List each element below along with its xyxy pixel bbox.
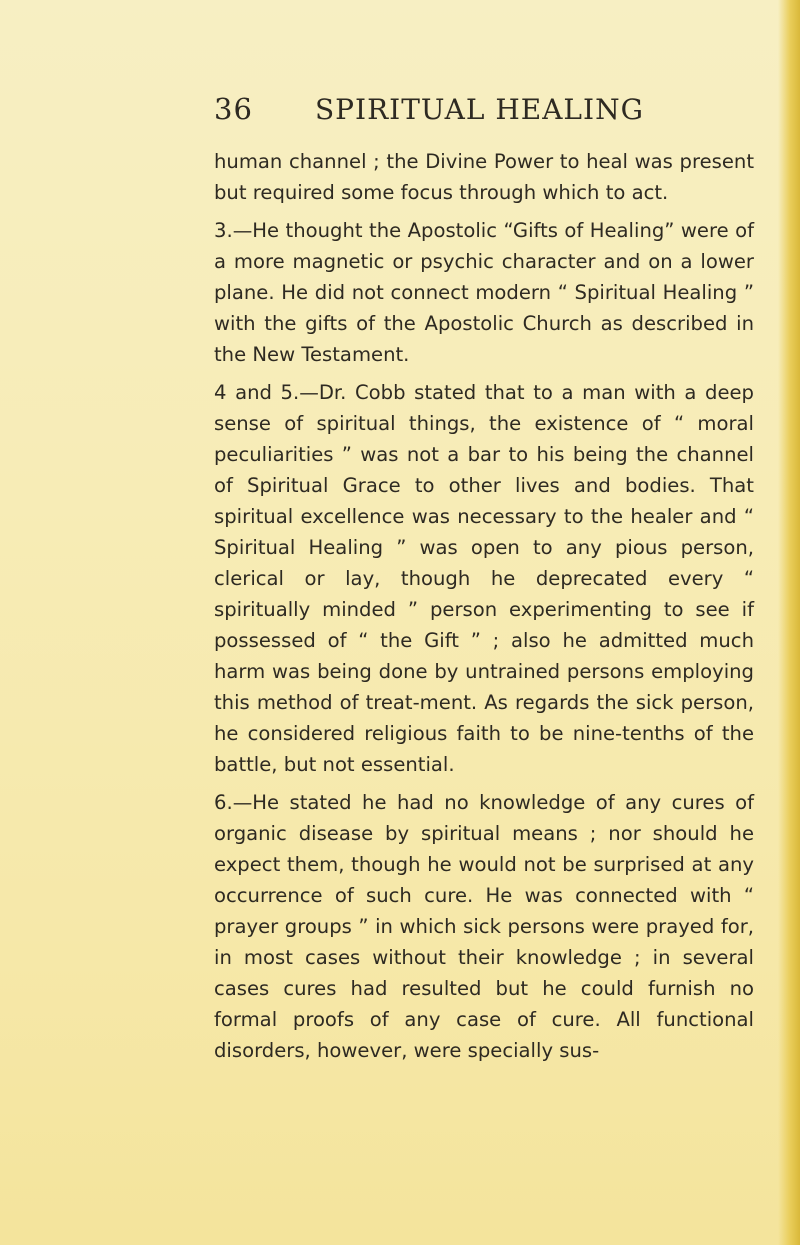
paragraph-3: 4 and 5.—Dr. Cobb stated that to a man with a deep sense of spiritual things, the existence of “ moral peculiarities ” was not a bar to his being the channel of Spiritual Grace to other lives and bodies. That spiritual excellence was necessary to the healer and “ Spiritual Healing ” was open to any pious person, clerical or lay, though he deprecated every “ spiritually minded ” person experimenting to see if possessed of “ the Gift ” ; also he admitted much harm was being done by untrained persons employing this method of treat-ment. As regards the sick person, he considered religious faith to be nine-tenths of the battle, but not essential.: [214, 381, 754, 776]
paragraph-2: 3.—He thought the Apostolic “Gifts of Healing” were of a more magnetic or psychic character and on a lower plane. He did not connect modern “ Spiritual Healing ” with the gifts of the Apostolic Church as described in the New Testament.: [214, 219, 754, 366]
running-title: SPIRITUAL HEALING: [315, 93, 644, 126]
book-page: [214, 92, 754, 1073]
page-edge: [778, 0, 800, 1245]
page-header: [214, 92, 754, 134]
paragraph-4: 6.—He stated he had no knowledge of any cures of organic disease by spiritual means ; nor should he expect them, though he would not be surprised at any occurrence of such cure. He was connected with “ prayer groups ” in which sick persons were prayed for, in most cases without their knowledge ; in several cases cures had resulted but he could furnish no formal proofs of any case of cure. All functional disorders, however, were specially sus-: [214, 791, 754, 1062]
body-text: [214, 146, 754, 1066]
paragraph-1: human channel ; the Divine Power to heal was present but required some focus through which to act.: [214, 150, 754, 204]
page-number: 36: [214, 92, 253, 126]
